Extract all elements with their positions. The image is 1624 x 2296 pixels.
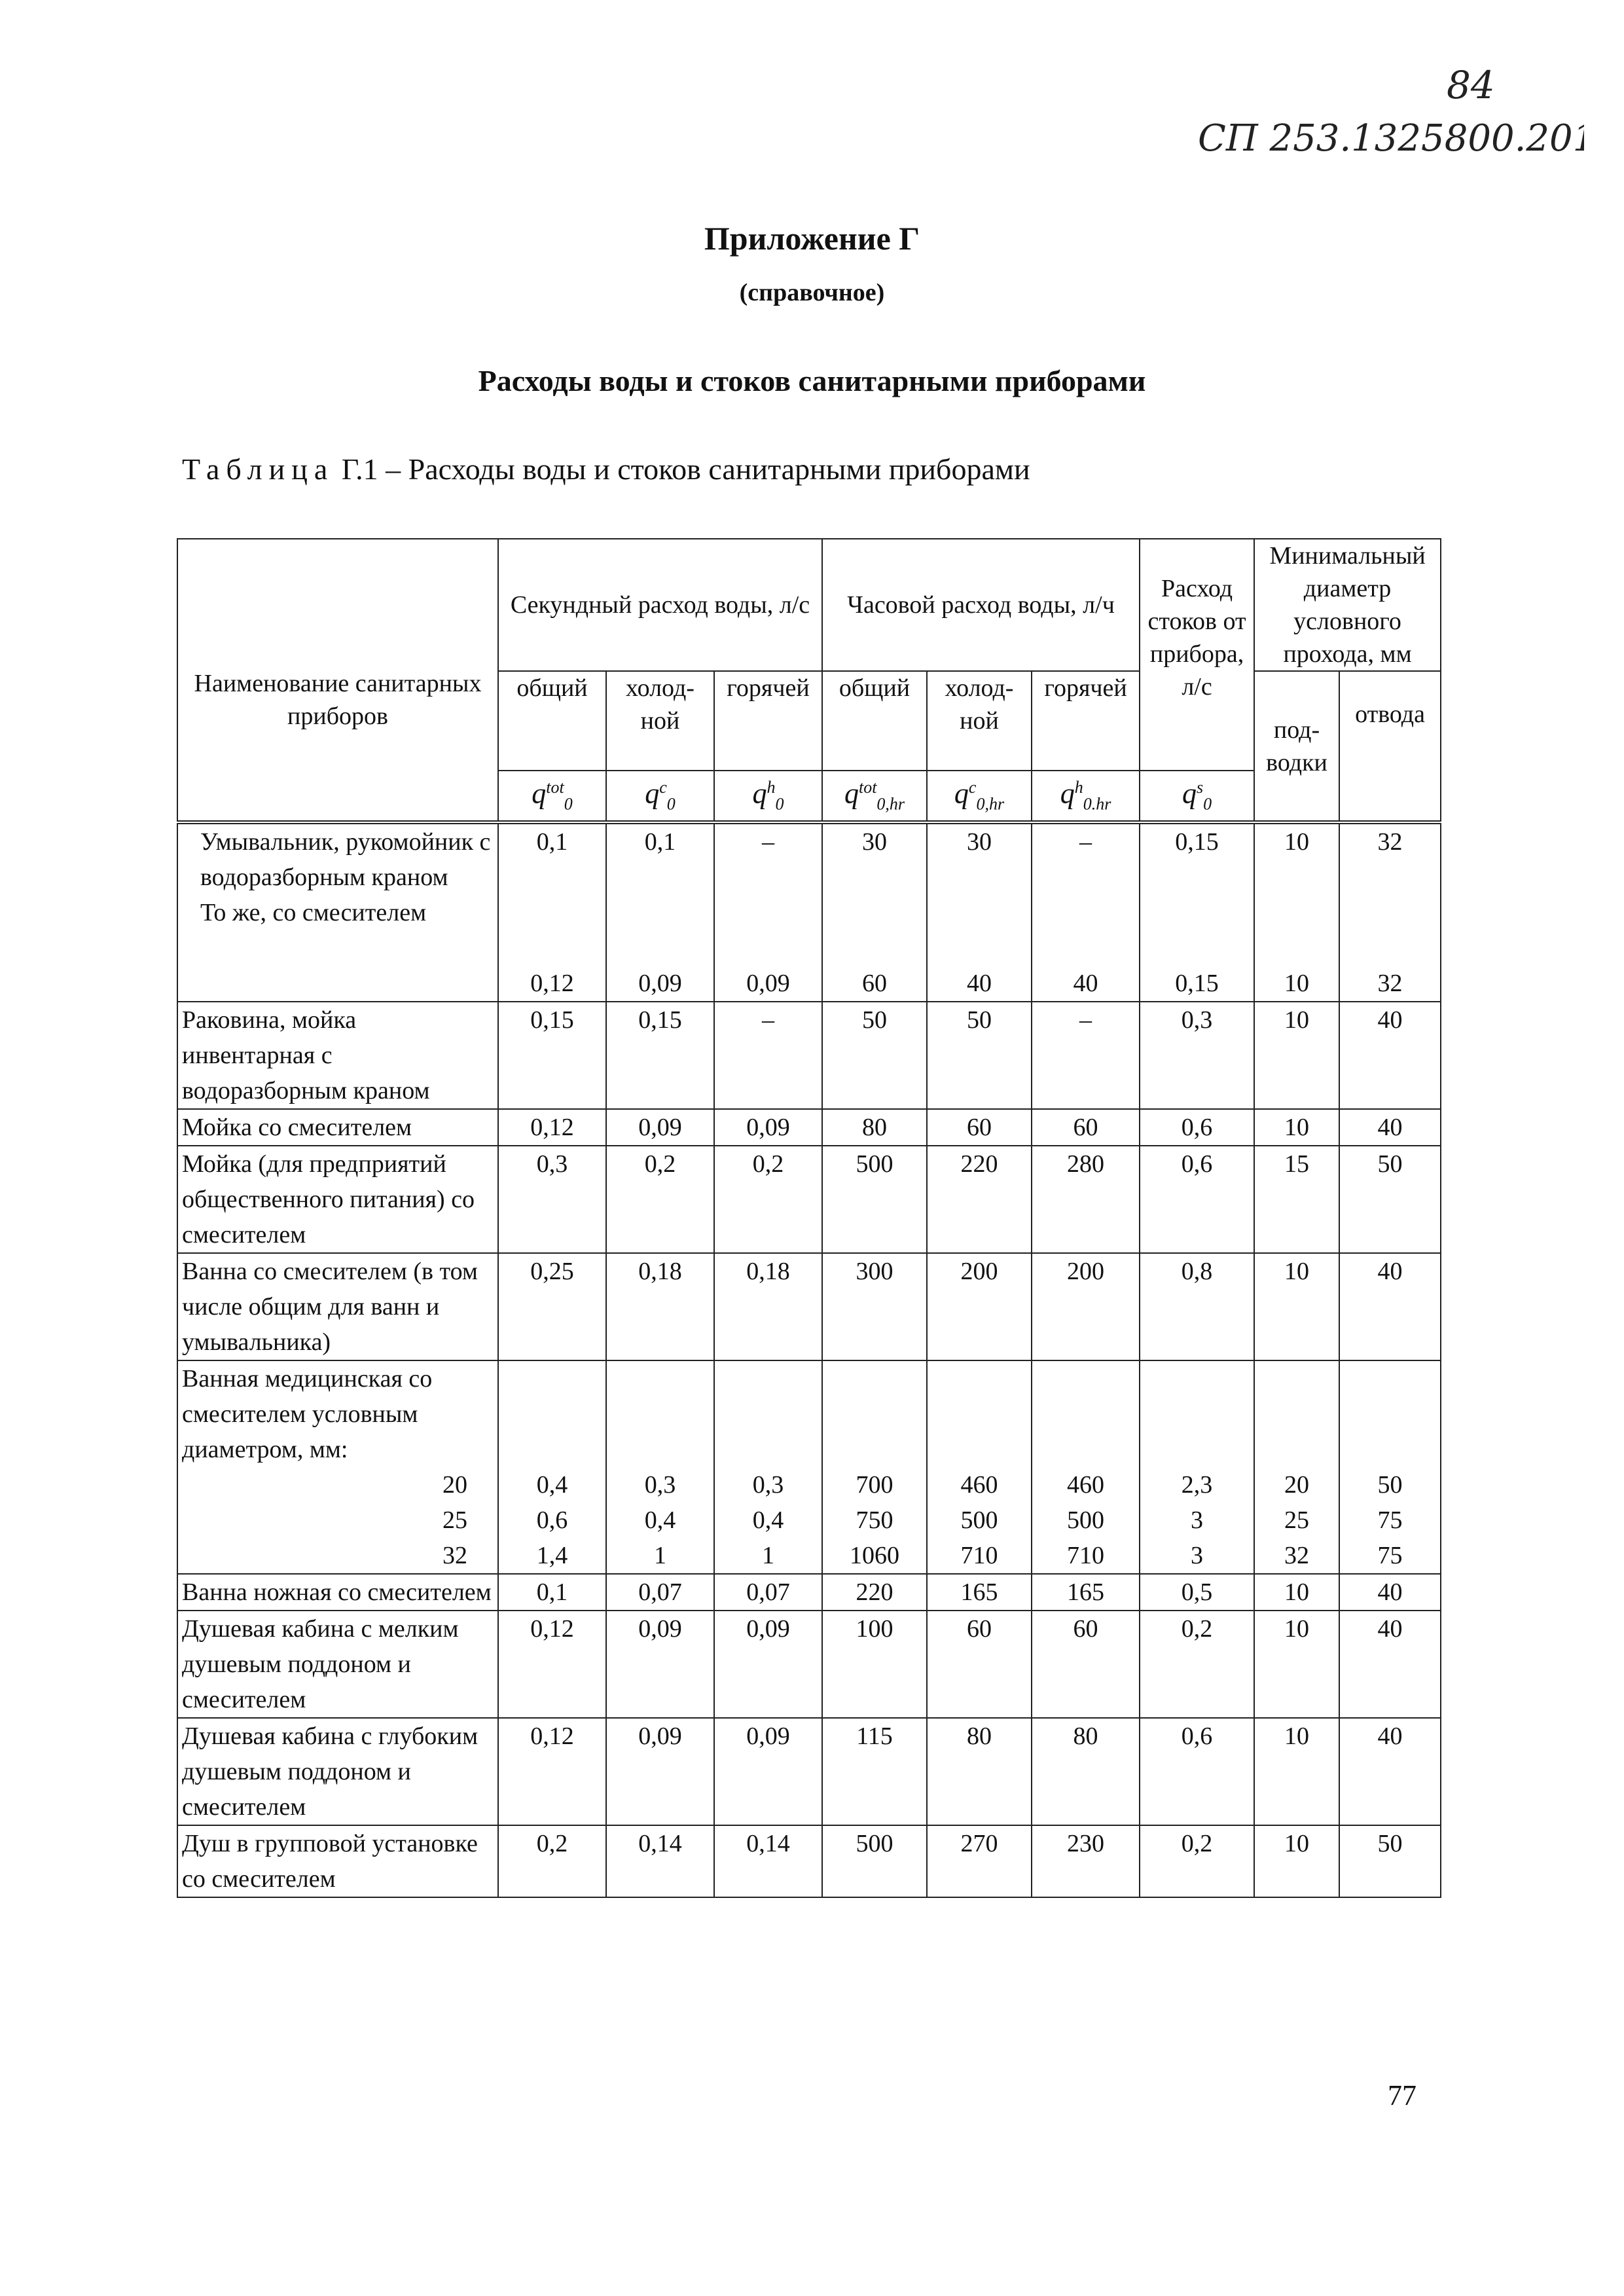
header-cold-hour: холод-ной	[927, 671, 1032, 771]
table-cell: 220	[927, 1146, 1032, 1253]
page-number: 77	[1388, 2079, 1416, 2111]
table-cell: 220	[822, 1574, 927, 1611]
table-cell: – 40	[1032, 822, 1140, 1002]
table-cell: 0,2	[606, 1146, 714, 1253]
table-row	[177, 1825, 1441, 1897]
sym-q-tot: $q^{tot}_0$	[498, 771, 606, 822]
table-cell: 40	[1339, 1718, 1441, 1825]
table-cell: 60	[927, 1611, 1032, 1718]
table-cell: 165	[1032, 1574, 1140, 1611]
table-row	[177, 1002, 1441, 1109]
table-cell: 15	[1254, 1146, 1339, 1253]
appendix-subtitle: (справочное)	[739, 279, 885, 306]
table-cell: 0,15	[498, 1002, 606, 1109]
table-cell: 0,09	[714, 1718, 822, 1825]
table-cell: 0,6	[1140, 1109, 1254, 1146]
table-cell: 0,18	[606, 1253, 714, 1360]
table-cell: 0,2	[1140, 1825, 1254, 1897]
table-cell: 10	[1254, 1253, 1339, 1360]
table-row	[177, 1360, 1441, 1574]
table-cell: 32 32	[1339, 822, 1441, 1002]
table-cell: 10	[1254, 1825, 1339, 1897]
row-name: Ванна со смесителем (в том числе общим для ванн и умывальника)	[177, 1253, 498, 1360]
sym-q-h-hr: $q^h_{0.hr}$	[1032, 771, 1140, 822]
table-cell: 40	[1339, 1574, 1441, 1611]
sym-q-h: $q^h_0$	[714, 771, 822, 822]
sym-q-s: $q^s_0$	[1140, 771, 1254, 822]
table-cell: 60	[1032, 1611, 1140, 1718]
table-cell: 0,3	[498, 1146, 606, 1253]
table-cell: 0,1 0,12	[498, 822, 606, 1002]
row-name: Душ в групповой установке со смесителем	[177, 1825, 498, 1897]
table-cell: 0,8	[1140, 1253, 1254, 1360]
table-cell: 0,3	[1140, 1002, 1254, 1109]
table-row	[177, 1146, 1441, 1253]
table-cell: 280	[1032, 1146, 1140, 1253]
table-cell: –	[1032, 1002, 1140, 1109]
table-row	[177, 1611, 1441, 1718]
table-cell: 0,2	[1140, 1611, 1254, 1718]
table-cell: 200	[1032, 1253, 1140, 1360]
table-cell: 0,1	[498, 1574, 606, 1611]
table-cell: 10	[1254, 1002, 1339, 1109]
table-cell: 0,6	[1140, 1718, 1254, 1825]
table-cell: 0,15	[606, 1002, 714, 1109]
table-cell: 30 40	[927, 822, 1032, 1002]
table-cell: 0,2	[498, 1825, 606, 1897]
table-cell: 460 500 710	[1032, 1360, 1140, 1574]
table-cell: 0,1 0,09	[606, 822, 714, 1002]
table-cell: – 0,09	[714, 822, 822, 1002]
table-cell: 500	[822, 1825, 927, 1897]
table-cell: 40	[1339, 1253, 1441, 1360]
header-total: общий	[498, 671, 606, 771]
table-cell: 30 60	[822, 822, 927, 1002]
row-name: Мойка (для предприятий общественного питания) со смесителем	[177, 1146, 498, 1253]
table-cell: 0,09	[714, 1611, 822, 1718]
table-cell: 0,12	[498, 1718, 606, 1825]
table-cell: 0,4 0,6 1,4	[498, 1360, 606, 1574]
table-cell: 230	[1032, 1825, 1140, 1897]
table-cell: 300	[822, 1253, 927, 1360]
table-row	[177, 1253, 1441, 1360]
table-cell: 0,3 0,4 1	[606, 1360, 714, 1574]
table-cell: 0,09	[606, 1109, 714, 1146]
table-cell: 0,09	[606, 1611, 714, 1718]
table-cell: 0,09	[606, 1718, 714, 1825]
table-cell: 500	[822, 1146, 927, 1253]
table-cell: 100	[822, 1611, 927, 1718]
table-cell: 80	[822, 1109, 927, 1146]
table-cell: 50	[1339, 1825, 1441, 1897]
header-cold: холод-ной	[606, 671, 714, 771]
table-cell: 270	[927, 1825, 1032, 1897]
stamp-page-number: 84	[1447, 63, 1495, 107]
header-supply: под-водки	[1254, 671, 1339, 822]
table-cell: 200	[927, 1253, 1032, 1360]
table-cell: 10	[1254, 1718, 1339, 1825]
table-caption: Таблица Г.1 – Расходы воды и стоков санитарными приборами	[182, 452, 1030, 486]
table-row	[177, 1574, 1441, 1611]
table-cell: 0,09	[714, 1109, 822, 1146]
appendix-title: Приложение Г	[704, 220, 920, 257]
table-cell: 0,3 0,4 1	[714, 1360, 822, 1574]
row-name: Душевая кабина с глубоким душевым поддоном и смесителем	[177, 1718, 498, 1825]
sym-q-c: $q^c_0$	[606, 771, 714, 822]
table-cell: 0,14	[714, 1825, 822, 1897]
table-cell: 115	[822, 1718, 927, 1825]
header-second-flow: Секундный расход воды, л/с	[498, 539, 822, 671]
table-cell: 460 500 710	[927, 1360, 1032, 1574]
header-outlet: отвода	[1339, 671, 1441, 822]
header-diameter: Минимальный диаметр условного прохода, мм	[1254, 539, 1441, 671]
table-cell: 60	[1032, 1109, 1140, 1146]
table-cell: 0,6	[1140, 1146, 1254, 1253]
table-cell: 2,3 3 3	[1140, 1360, 1254, 1574]
row-name: Умывальник, рукомойник с водоразборным краном То же, со смесителем	[177, 822, 498, 1002]
table-cell: 50 75 75	[1339, 1360, 1441, 1574]
table-cell: 40	[1339, 1109, 1441, 1146]
table-cell: 0,07	[714, 1574, 822, 1611]
row-name: Душевая кабина с мелким душевым поддоном и смесителем	[177, 1611, 498, 1718]
table-cell: 10	[1254, 1574, 1339, 1611]
table-cell: 50	[822, 1002, 927, 1109]
table-cell: 10	[1254, 1611, 1339, 1718]
table-cell: 80	[927, 1718, 1032, 1825]
table-cell: 10 10	[1254, 822, 1339, 1002]
table-cell: 0,12	[498, 1611, 606, 1718]
table-cell: 20 25 32	[1254, 1360, 1339, 1574]
table-cell: 0,07	[606, 1574, 714, 1611]
header-hour-flow: Часовой расход воды, л/ч	[822, 539, 1140, 671]
stamp-text: СП 253.1325800.2016	[1198, 117, 1584, 160]
table-cell: 0,5	[1140, 1574, 1254, 1611]
water-flow-table	[177, 538, 1441, 1898]
header-total-hour: общий	[822, 671, 927, 771]
table-cell: 165	[927, 1574, 1032, 1611]
table-cell: 50	[927, 1002, 1032, 1109]
table-row	[177, 822, 1441, 1002]
table-cell: 40	[1339, 1002, 1441, 1109]
table-cell: 0,12	[498, 1109, 606, 1146]
table-cell: 0,18	[714, 1253, 822, 1360]
table-cell: 10	[1254, 1109, 1339, 1146]
row-name: Мойка со смесителем	[177, 1109, 498, 1146]
header-name: Наименование санитарных приборов	[177, 539, 498, 822]
table-cell: 0,25	[498, 1253, 606, 1360]
header-hot: горячей	[714, 671, 822, 771]
table-cell: 0,2	[714, 1146, 822, 1253]
sym-q-tot-hr: $q^{tot}_{0,hr}$	[822, 771, 927, 822]
table-cell: 80	[1032, 1718, 1140, 1825]
row-name: Ванная медицинская со смесителем условным диаметром, мм: 20 25 32	[177, 1360, 498, 1574]
handwritten-stamp	[1191, 52, 1584, 170]
table-cell: 40	[1339, 1611, 1441, 1718]
table-row	[177, 1718, 1441, 1825]
table-cell: 0,14	[606, 1825, 714, 1897]
header-drain: Расход стоков от прибора, л/с	[1140, 539, 1254, 771]
header-hot-hour: горячей	[1032, 671, 1140, 771]
appendix-heading: Расходы воды и стоков санитарными приборами	[478, 364, 1146, 397]
table-cell: –	[714, 1002, 822, 1109]
table-cell: 700 750 1060	[822, 1360, 927, 1574]
table-cell: 50	[1339, 1146, 1441, 1253]
sym-q-c-hr: $q^c_{0,hr}$	[927, 771, 1032, 822]
table-cell: 60	[927, 1109, 1032, 1146]
row-name: Раковина, мойка инвентарная с водоразборным краном	[177, 1002, 498, 1109]
row-name: Ванна ножная со смесителем	[177, 1574, 498, 1611]
table-row	[177, 1109, 1441, 1146]
table-cell: 0,15 0,15	[1140, 822, 1254, 1002]
